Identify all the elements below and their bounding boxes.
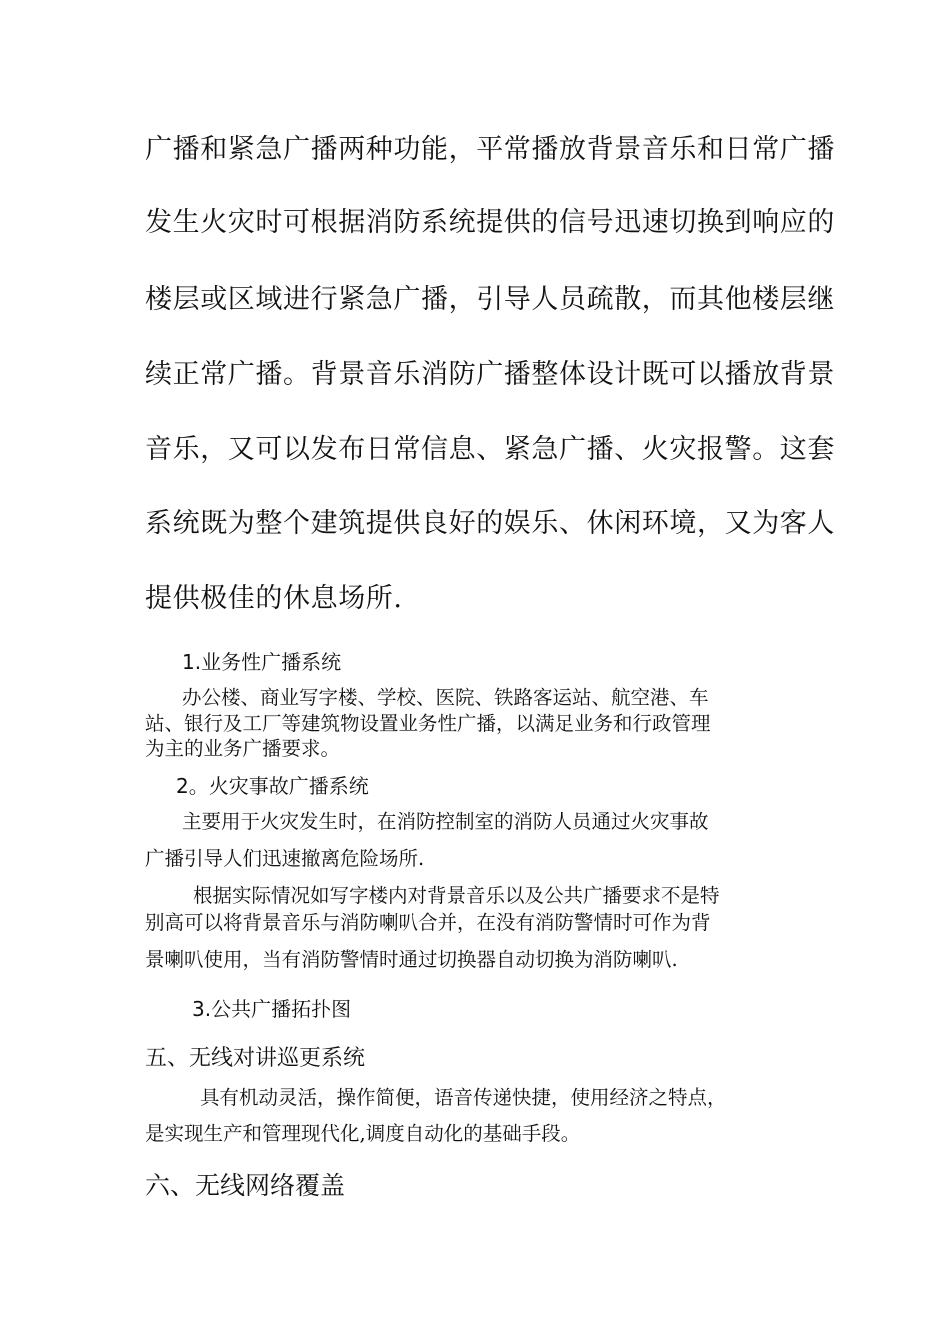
intro-line: 广播和紧急广播两种功能，平常播放背景音乐和日常广播 — [145, 134, 835, 165]
intro-line: 系统既为整个建筑提供良好的娱乐、休闲环境，又为客人 — [145, 508, 835, 539]
paragraph-line: 具有机动灵活，操作简便，语音传递快捷，使用经济之特点， — [200, 1086, 727, 1109]
intro-line: 续正常广播。背景音乐消防广播整体设计既可以播放背景 — [145, 359, 835, 390]
intro-line: 发生火灾时可根据消防系统提供的信号迅速切换到响应的 — [145, 207, 835, 238]
paragraph-line: 广播引导人们迅速撤离危险场所. — [145, 847, 425, 870]
paragraph-line: 主要用于火灾发生时，在消防控制室的消防人员通过火灾事故 — [182, 810, 709, 833]
chapter-heading: 五、无线对讲巡更系统 — [145, 1046, 366, 1071]
paragraph-line: 是实现生产和管理现代化,调度自动化的基础手段。 — [145, 1122, 581, 1145]
paragraph-line: 别高可以将背景音乐与消防喇叭合并，在没有消防警情时可作为背 — [145, 911, 711, 934]
chapter-heading: 六、无线网络覆盖 — [145, 1171, 346, 1200]
section-heading: 1.业务性广播系统 — [182, 650, 342, 674]
paragraph-line: 为主的业务广播要求。 — [145, 737, 341, 760]
paragraph-line: 根据实际情况如写字楼内对背景音乐以及公共广播要求不是特 — [193, 884, 720, 907]
paragraph-line: 站、银行及工厂等建筑物设置业务性广播，以满足业务和行政管理 — [145, 712, 711, 735]
paragraph-line: 景喇叭使用，当有消防警情时通过切换器自动切换为消防喇叭. — [145, 948, 678, 971]
intro-line: 提供极佳的休息场所. — [145, 583, 403, 614]
section-heading: 2。火灾事故广播系统 — [176, 774, 369, 798]
intro-line: 音乐，又可以发布日常信息、紧急广播、火灾报警。这套 — [145, 434, 835, 465]
intro-line: 楼层或区域进行紧急广播，引导人员疏散，而其他楼层继 — [145, 284, 835, 315]
paragraph-line: 办公楼、商业写字楼、学校、医院、铁路客运站、航空港、车 — [182, 686, 709, 709]
section-heading: 3.公共广播拓扑图 — [192, 997, 352, 1021]
